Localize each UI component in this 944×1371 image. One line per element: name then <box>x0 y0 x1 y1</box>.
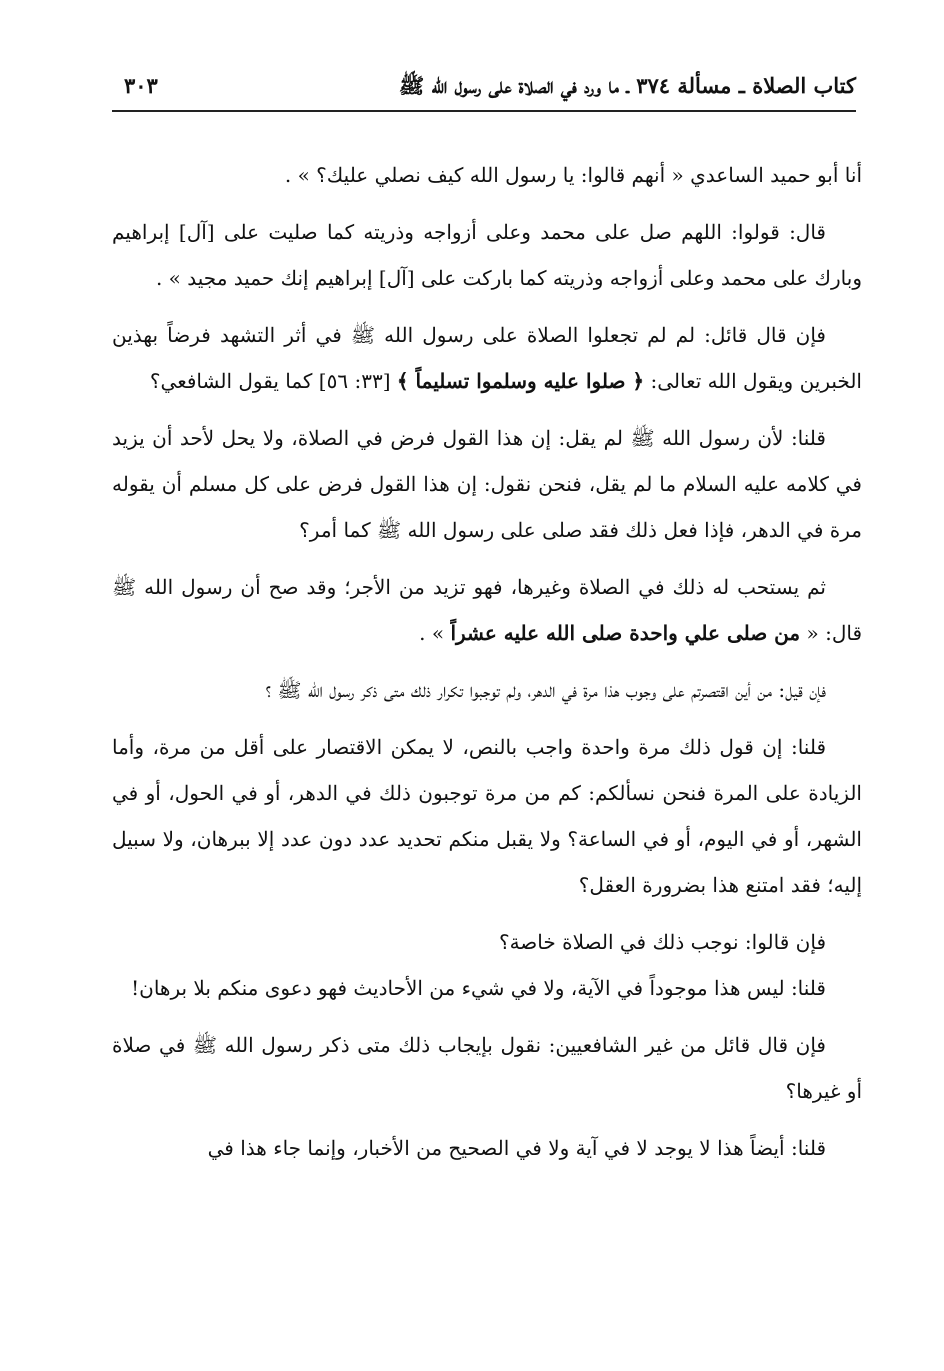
paragraph-2: قال: قولوا: اللهم صل على محمد وعلى أزواجه وذريته كما صليت على [آل] إبراهيم وبارك على محمد وعلى أزواجه وذريته كما باركت على [آل] إبراهيم إنك حميد مجيد » . <box>112 220 862 290</box>
quran-verse: ﴿ صلوا عليه وسلموا تسليماً ﴾ <box>396 369 645 393</box>
page-header <box>112 66 856 112</box>
paragraph-7: قلنا: إن قول ذلك مرة واحدة واجب بالنص، لا يمكن الاقتصار على أقل من مرة، وأما الزيادة على المرة فنحن نسألكم: كم من مرة توجبون ذلك في الدهر، أو في الحول، أو في الشهر، أو في اليوم، أو في الساعة؟ ولا يقبل منكم تحديد عدد دون عدد إلا ببرهان، ولا سبيل إليه؛ فقد امتنع هذا بضرورة العقل؟ <box>112 735 862 897</box>
paragraph-11: قلنا: أيضاً هذا لا يوجد لا في آية ولا في الصحيح من الأخبار، وإنما جاء هذا في <box>207 1136 826 1160</box>
paragraph-4: قلنا: لأن رسول الله ﷺ لم يقل: إن هذا القول فرض في الصلاة، ولا يحل لأحد أن يزيد في كلامه عليه السلام ما لم يقل، فنحن نقول: إن هذا القول فرض على كل مسلم أن يقوله مرة في الدهر، فإذا فعل ذلك فقد صلى على رسول الله ﷺ كما أمر؟ <box>112 426 862 542</box>
hadith-quote: من صلى علي واحدة صلى الله عليه عشراً <box>450 621 801 645</box>
paragraph-5 <box>112 564 862 656</box>
paragraph-3 <box>112 312 862 404</box>
paragraph-1: أنا أبو حميد الساعدي « أنهم قالوا: يا رسول الله كيف نصلي عليك؟ » . <box>284 163 862 187</box>
page-number: ٣٠٣ <box>124 73 158 98</box>
page-body <box>112 152 862 1182</box>
paragraph-9: قلنا: ليس هذا موجوداً في الآية، ولا في شيء من الأحاديث فهو دعوى منكم بلا برهان! <box>131 976 826 1000</box>
paragraph-5-text-end: » . <box>419 621 451 645</box>
paragraph-6: فإن قيل: من أين اقتصرتم على وجوب هذا مرة في الدهر، ولم توجبوا تكرار ذلك متى ذكر رسول الله ﷺ ؟ <box>265 678 826 702</box>
paragraph-10: فإن قال قائل من غير الشافعيين: نقول بإيجاب ذلك متى ذكر رسول الله ﷺ في صلاة أو غيرها؟ <box>112 1033 862 1103</box>
paragraph-3-text-end: [٣٣: ٥٦] كما يقول الشافعي؟ <box>149 369 397 393</box>
paragraph-3-text: فإن قال قائل: لم لم تجعلوا الصلاة على رسول الله ﷺ في أثر التشهد فرضاً بهذين الخبرين ويقول الله تعالى: <box>112 323 862 393</box>
running-title: كتاب الصلاة ـ مسألة ٣٧٤ ـ ما ورد في الصلاة على رسول الله ﷺ <box>398 73 856 98</box>
paragraph-5-text: ثم يستحب له ذلك في الصلاة وغيرها، فهو تزيد من الأجر؛ وقد صح أن رسول الله ﷺ قال: « <box>112 575 862 645</box>
paragraph-8: فإن قالوا: نوجب ذلك في الصلاة خاصة؟ <box>498 930 826 954</box>
